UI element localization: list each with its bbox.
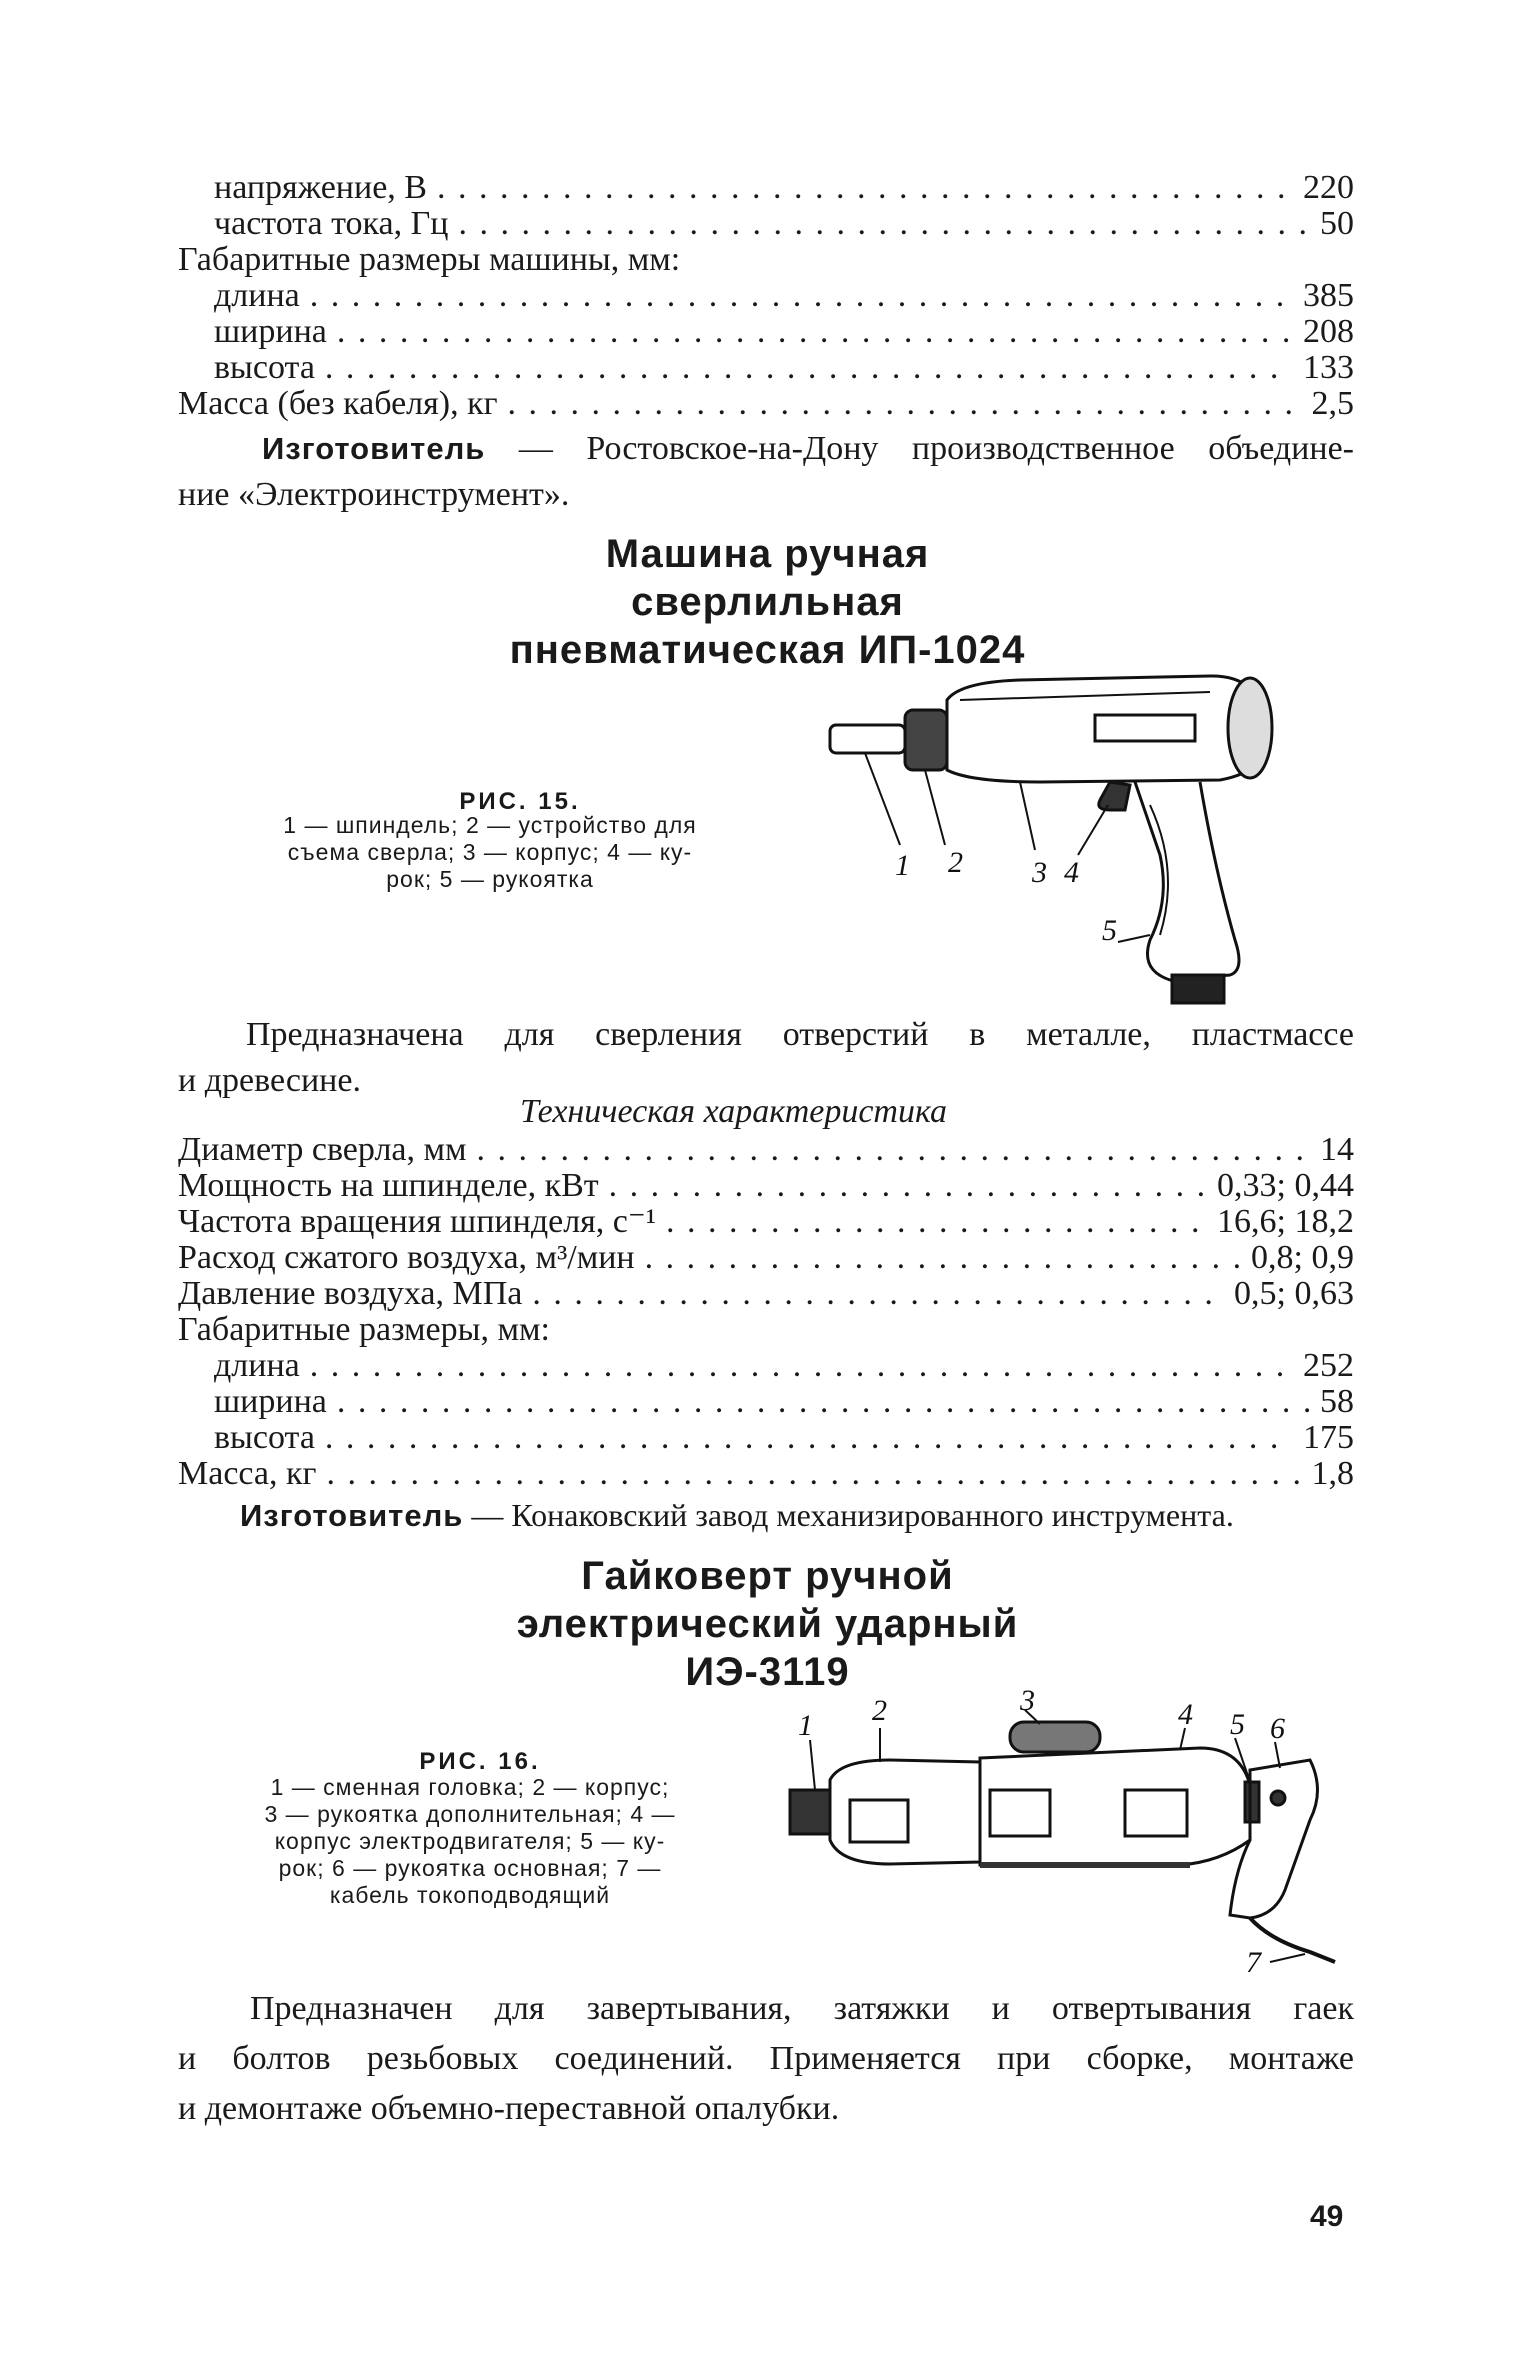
wrench-cable <box>1250 1918 1335 1962</box>
figure-16-caption: 1 — сменная головка; 2 — корпус; 3 — рукоятка дополнительная; 4 — корпус электродвигателя; 5 — ку- рок; 6 — рукоятка основная; 7 — кабель токоподводящий <box>264 1774 676 1908</box>
drill-spec-row: Диаметр сверла, мм . . . 14 <box>178 1132 1354 1168</box>
drill-illustration <box>820 670 1290 1010</box>
drill-callout-3: 3 <box>1032 856 1047 889</box>
spec-row-voltage: напряжение, В . . . 220 <box>214 170 1354 206</box>
drill-dim-row: длина . . . 252 <box>214 1348 1354 1384</box>
wrench-heading: Гайковерт ручной электрический ударный ИЭ-3119 <box>516 1554 1019 1694</box>
wrench-motor-plate-2 <box>1125 1790 1187 1836</box>
wrench-purpose: Предназначен для завертывания, затяжки и отвертывания гаек и болтов резьбовых соединений. Применяется при сборке, монтаже и демонтаже объемно-переставной опалубки. <box>178 1990 1354 2127</box>
drill-mass-row: Масса, кг . . . 1,8 <box>178 1456 1354 1492</box>
wrench-trigger <box>1245 1782 1259 1822</box>
spec-row-width: ширина . . . 208 <box>214 314 1354 350</box>
drill-rear-cap <box>1228 678 1272 778</box>
wrench-callout-6: 6 <box>1270 1712 1285 1745</box>
drill-manufacturer: Изготовитель — Конаковский завод механизированного инструмента. <box>240 1497 1234 1533</box>
drill-purpose: Предназначена для сверления отверстий в металле, пластмассе и древесине. <box>178 1016 1354 1099</box>
figure-15-title: РИС. 15. <box>459 788 581 815</box>
drill-dims-header: Габаритные размеры, мм: <box>178 1311 550 1348</box>
dims-header: Габаритные размеры машины, мм: <box>178 241 681 278</box>
wrench-motor-plate-1 <box>990 1790 1050 1836</box>
page-number: 49 <box>1310 2200 1344 2233</box>
wrench-callout-3: 3 <box>1020 1690 1035 1717</box>
drill-handle <box>1135 782 1239 980</box>
wrench-callout-5: 5 <box>1230 1708 1245 1741</box>
drill-body-plate <box>1095 715 1195 741</box>
drill-air-inlet <box>1172 975 1224 1003</box>
wrench-body-plate <box>850 1800 908 1842</box>
drill-dim-row: ширина . . . 58 <box>214 1384 1354 1420</box>
figure-15-caption: 1 — шпиндель; 2 — устройство для съема сверла; 3 — корпус; 4 — ку- рок; 5 — рукоятка <box>283 812 697 892</box>
spec-row-mass: Масса (без кабеля), кг . . . 2,5 <box>178 386 1354 422</box>
manufacturer-paragraph-1: Изготовитель — Ростовское-на-Дону производственное объедине- ние «Электроинструмент». <box>178 430 1354 513</box>
wrench-motor-housing <box>980 1748 1250 1865</box>
wrench-main-handle <box>1230 1760 1318 1918</box>
spec-row-length: длина . . . 385 <box>214 278 1354 314</box>
wrench-callout-4: 4 <box>1178 1698 1193 1731</box>
wrench-head <box>790 1790 830 1834</box>
spec-row-height: высота . . . 133 <box>214 350 1354 386</box>
spec-row-frequency: частота тока, Гц . . . 50 <box>214 206 1354 242</box>
drill-spec-title: Техническая характеристика <box>520 1093 948 1130</box>
drill-callout-5: 5 <box>1102 914 1117 947</box>
drill-callout-2: 2 <box>948 846 963 879</box>
drill-spec-row: Расход сжатого воздуха, м³/мин . . . 0,8; 0,9 <box>178 1240 1354 1276</box>
wrench-illustration <box>780 1690 1350 1980</box>
drill-body <box>947 676 1270 782</box>
drill-callout-1: 1 <box>895 849 910 882</box>
wrench-callout-7: 7 <box>1246 1946 1261 1979</box>
figure-16-title: РИС. 16. <box>419 1748 541 1775</box>
wrench-body <box>830 1760 980 1864</box>
wrench-callout-1: 1 <box>798 1709 813 1742</box>
drill-callout-4: 4 <box>1064 856 1079 889</box>
drill-trigger <box>1099 782 1130 810</box>
drill-spindle <box>830 725 905 753</box>
wrench-callout-2: 2 <box>872 1694 887 1727</box>
drill-heading: Машина ручная сверлильная пневматическая ИП-1024 <box>509 532 1026 672</box>
drill-spec-row: Мощность на шпинделе, кВт . . . 0,33; 0,44 <box>178 1168 1354 1204</box>
drill-spec-row: Давление воздуха, МПа . . . 0,5; 0,63 <box>178 1276 1354 1312</box>
wrench-aux-handle <box>1010 1722 1100 1752</box>
drill-chuck <box>905 710 947 770</box>
drill-spec-row: Частота вращения шпинделя, с⁻¹ . . . 16,6; 18,2 <box>178 1204 1354 1240</box>
drill-dim-row: высота . . . 175 <box>214 1420 1354 1456</box>
